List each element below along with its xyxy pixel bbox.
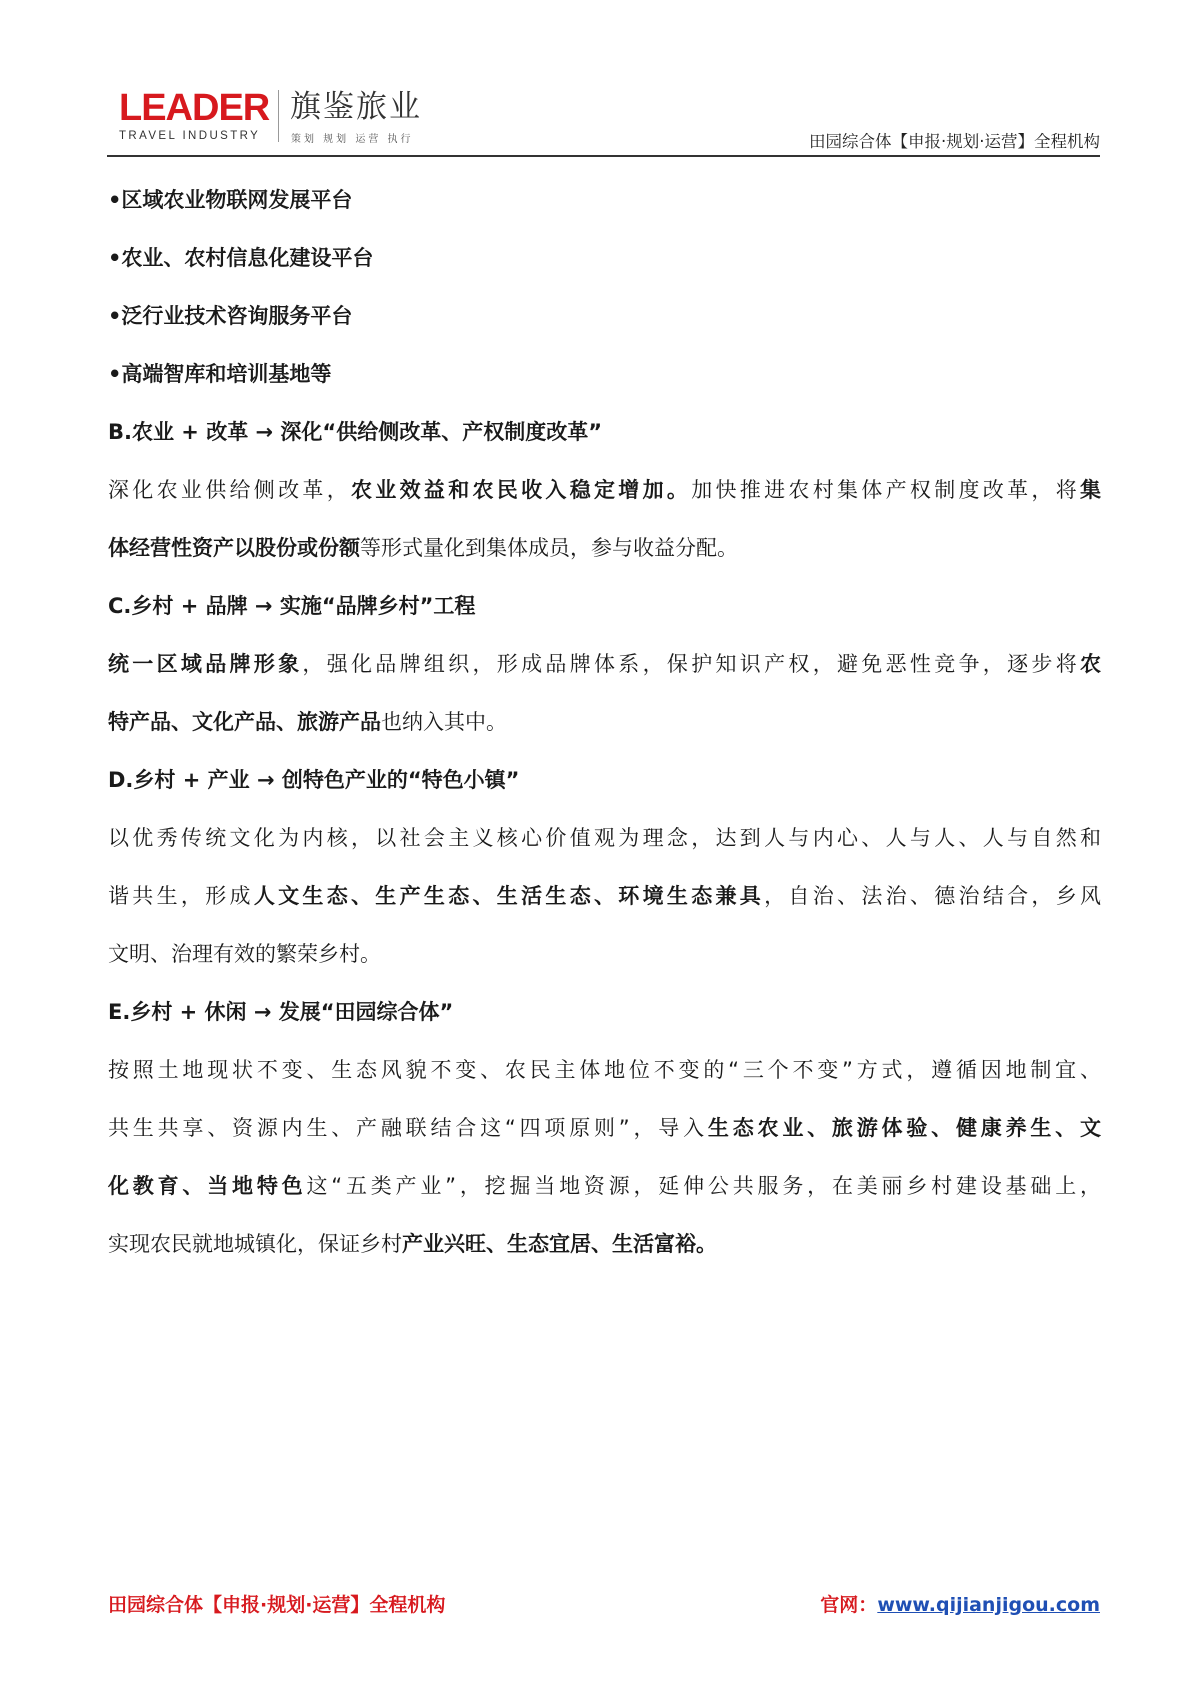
footer-website <box>820 1590 1100 1617</box>
logo-cn: 旗鉴旅业 <box>290 89 422 125</box>
section-e-heading: E.乡村 + 休闲 → 发展“田园综合体” <box>108 1000 454 1024</box>
section-d-paragraph-line: 以优秀传统文化为内核，以社会主义核心价值观为理念，达到人与内心、人与人、人与自然和 <box>108 826 1101 850</box>
bullet-item: •泛行业技术咨询服务平台 <box>108 304 353 328</box>
section-c-heading: C.乡村 + 品牌 → 实施“品牌乡村”工程 <box>108 594 476 618</box>
section-b-heading: B.农业 + 改革 → 深化“供给侧改革、产权制度改革” <box>108 420 603 444</box>
logo-divider <box>278 90 279 142</box>
header-tagline: 田园综合体【申报·规划·运营】全程机构 <box>809 132 1100 151</box>
header-divider <box>107 155 1100 157</box>
logo-subtitle-en: TRAVEL INDUSTRY <box>119 130 261 142</box>
bullet-item: •高端智库和培训基地等 <box>108 362 332 386</box>
section-d-heading: D.乡村 + 产业 → 创特色产业的“特色小镇” <box>108 768 520 792</box>
logo-subtitle-cn: 策划 规划 运营 执行 <box>291 134 414 145</box>
section-d-paragraph-line: 谐共生，形成人文生态、生产生态、生活生态、环境生态兼具，自治、法治、德治结合，乡风 <box>108 884 1102 908</box>
section-e-paragraph-line: 共生共享、资源内生、产融联结合这“四项原则”，导入生态农业、旅游体验、健康养生、文 <box>108 1116 1101 1140</box>
section-d-paragraph-line: 文明、治理有效的繁荣乡村。 <box>108 942 381 966</box>
footer-website-label: 官网： <box>820 1594 878 1616</box>
footer-website-link[interactable]: www.qijianjigou.com <box>877 1594 1100 1616</box>
footer-tagline: 田园综合体【申报·规划·运营】全程机构 <box>108 1594 446 1616</box>
section-c-paragraph-line: 特产品、文化产品、旅游产品也纳入其中。 <box>108 710 507 734</box>
section-e-paragraph-line: 实现农民就地城镇化，保证乡村产业兴旺、生态宜居、生活富裕。 <box>108 1232 717 1256</box>
section-c-paragraph-line: 统一区域品牌形象，强化品牌组织，形成品牌体系，保护知识产权，避免恶性竞争，逐步将农 <box>108 652 1102 676</box>
section-e-paragraph-line: 按照土地现状不变、生态风貌不变、农民主体地位不变的“三个不变”方式，遵循因地制宜、 <box>108 1058 1101 1082</box>
section-e-paragraph-line: 化教育、当地特色这“五类产业”，挖掘当地资源，延伸公共服务，在美丽乡村建设基础上， <box>108 1174 1101 1198</box>
page-header <box>107 84 1100 156</box>
section-b-paragraph-line: 体经营性资产以股份或份额等形式量化到集体成员，参与收益分配。 <box>108 536 738 560</box>
bullet-item: •农业、农村信息化建设平台 <box>108 246 374 270</box>
logo-leader: LEADER <box>119 87 270 129</box>
bullet-item: •区域农业物联网发展平台 <box>108 188 353 212</box>
section-b-paragraph-line: 深化农业供给侧改革，农业效益和农民收入稳定增加。加快推进农村集体产权制度改革，将集 <box>108 478 1102 502</box>
